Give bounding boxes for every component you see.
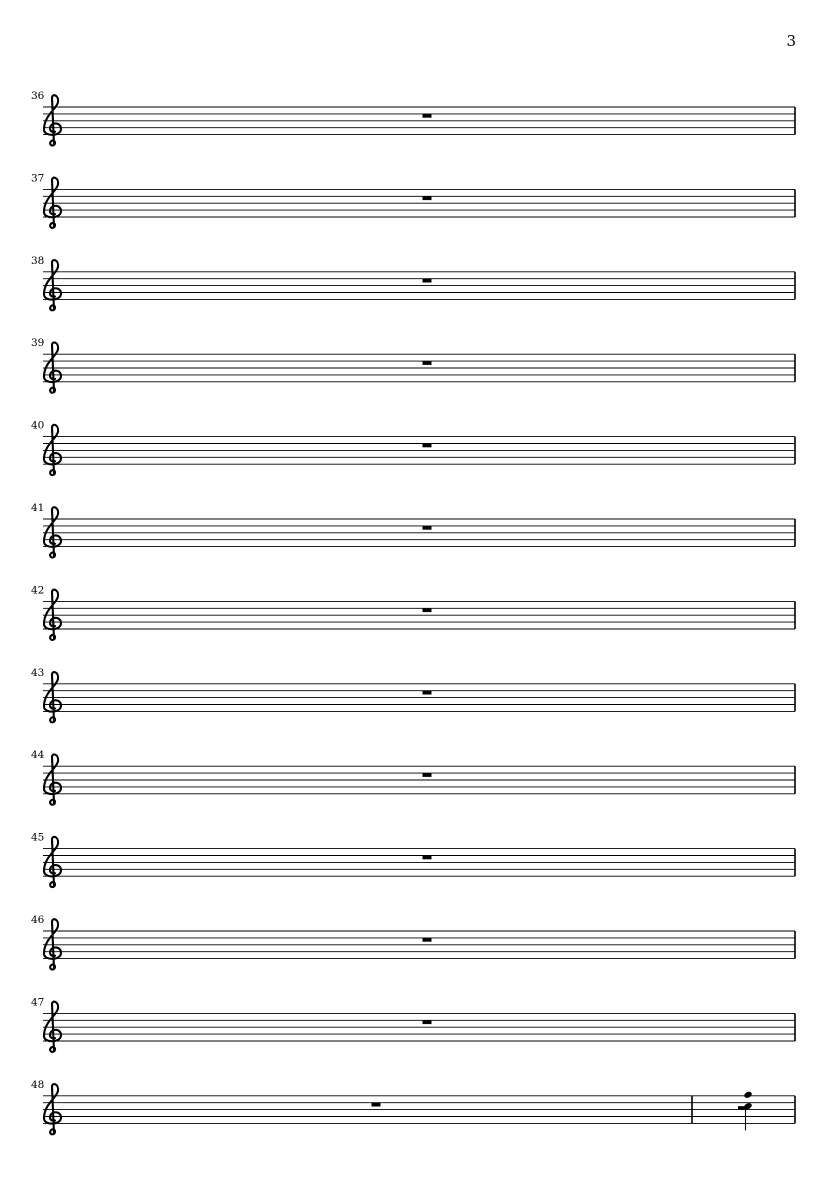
measure-number: 48 xyxy=(31,1078,45,1091)
whole-rest xyxy=(423,938,432,942)
staff-system xyxy=(31,996,795,1052)
notehead xyxy=(743,1091,753,1099)
measure-number: 40 xyxy=(31,419,45,432)
measure-number: 38 xyxy=(31,254,45,267)
staff-system xyxy=(31,502,795,558)
staff-system xyxy=(31,584,795,640)
staff-system xyxy=(31,420,795,476)
staff-system xyxy=(31,172,795,228)
whole-rest xyxy=(423,1020,432,1024)
whole-rest xyxy=(423,691,432,695)
staff-system xyxy=(31,832,795,888)
measure-number: 47 xyxy=(31,996,45,1009)
staff-system xyxy=(31,749,795,805)
measure-number: 42 xyxy=(31,584,45,597)
measure-number: 41 xyxy=(31,502,45,514)
measure-number: 44 xyxy=(31,749,45,762)
whole-rest xyxy=(423,361,432,365)
whole-rest xyxy=(423,196,432,200)
measure-number: 39 xyxy=(31,337,45,350)
staff-system xyxy=(31,667,795,723)
whole-rest xyxy=(423,856,432,860)
staff-system xyxy=(31,914,795,970)
staff-system xyxy=(31,90,795,146)
whole-rest xyxy=(423,773,432,777)
whole-rest xyxy=(423,608,432,612)
whole-rest xyxy=(423,114,432,118)
measure-number: 45 xyxy=(31,831,45,844)
whole-rest xyxy=(372,1103,381,1107)
measure-number: 36 xyxy=(31,90,45,102)
measure-number: 43 xyxy=(31,666,45,679)
staff-system xyxy=(31,1079,795,1135)
whole-rest xyxy=(423,444,432,448)
measure-number: 37 xyxy=(31,172,45,185)
whole-rest xyxy=(423,526,432,530)
staff-system xyxy=(31,255,795,311)
measure-number: 46 xyxy=(31,914,45,926)
staff-system xyxy=(31,337,795,393)
whole-rest xyxy=(423,279,432,283)
page-number: 3 xyxy=(786,32,796,50)
